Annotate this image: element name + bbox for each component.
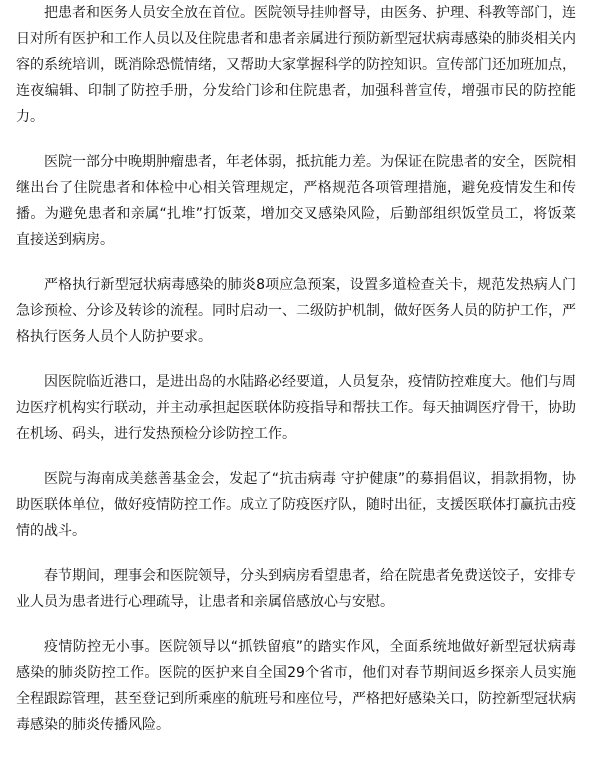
- article-body: [16, 0, 576, 757]
- paragraph-prevention-no-small-matter: 疫情防控无小事。医院领导以“抓铁留痕”的踏实作风，全面系统地做好新型冠状病毒感染的肺炎防控工作。医院的医护来自全国29个省市，他们对春节期间返乡探亲人员实施全程跟踪管理，甚至登记到所乘座的航班号和座位号，严格把好感染关口，防控新型冠状病毒感染的肺炎传播风险。: [16, 639, 576, 733]
- paragraph-inpatient-management: 医院一部分中晚期肿瘤患者，年老体弱，抵抗能力差。为保证在院患者的安全，医院相继出台了住院患者和体检中心相关管理规定，严格规范各项管理措施，避免疫情发生和传播。为避免患者和亲属“扎堆”打饭菜，增加交叉感染风险，后勤部组织饭堂员工，将饭菜直接送到病房。: [16, 154, 576, 248]
- paragraph-port-linkage: 因医院临近港口，是进出岛的水陆路必经要道，人员复杂，疫情防控难度大。他们与周边医疗机构实行联动，并主动承担起医联体防疫指导和帮扶工作。每天抽调医疗骨干，协助在机场、码头，进行发热预检分诊防控工作。: [16, 374, 576, 442]
- paragraph-spring-festival-visit: 春节期间，理事会和医院领导，分头到病房看望患者，给在院患者免费送饺子，安排专业人员为患者进行心理疏导，让患者和亲属倍感放心与安慰。: [16, 568, 576, 610]
- paragraph-donation-initiative: 医院与海南成美慈善基金会，发起了“抗击病毒 守护健康”的募捐倡议，捐款捐物，协助医联体单位，做好疫情防控工作。成立了防疫医疗队，随时出征，支援医联体打赢抗击疫情的战斗。: [16, 471, 576, 539]
- paragraph-staff-training: 把患者和医务人员安全放在首位。医院领导挂帅督导，由医务、护理、科教等部门，连日对所有医护和工作人员以及住院患者和患者亲属进行预防新型冠状病毒感染的肺炎相关内容的系统培训，既消除恐慌情绪，又帮助大家掌握科学的防控知识。宣传部门还加班加点，连夜编辑、印制了防控手册，分发给门诊和住院患者，加强科普宣传，增强市民的防控能力。: [16, 5, 576, 125]
- paragraph-emergency-plan: 严格执行新型冠状病毒感染的肺炎8项应急预案，设置多道检查关卡，规范发热病人门急诊预检、分诊及转诊的流程。同时启动一、二级防护机制，做好医务人员的防护工作，严格执行医务人员个人防护要求。: [16, 277, 576, 345]
